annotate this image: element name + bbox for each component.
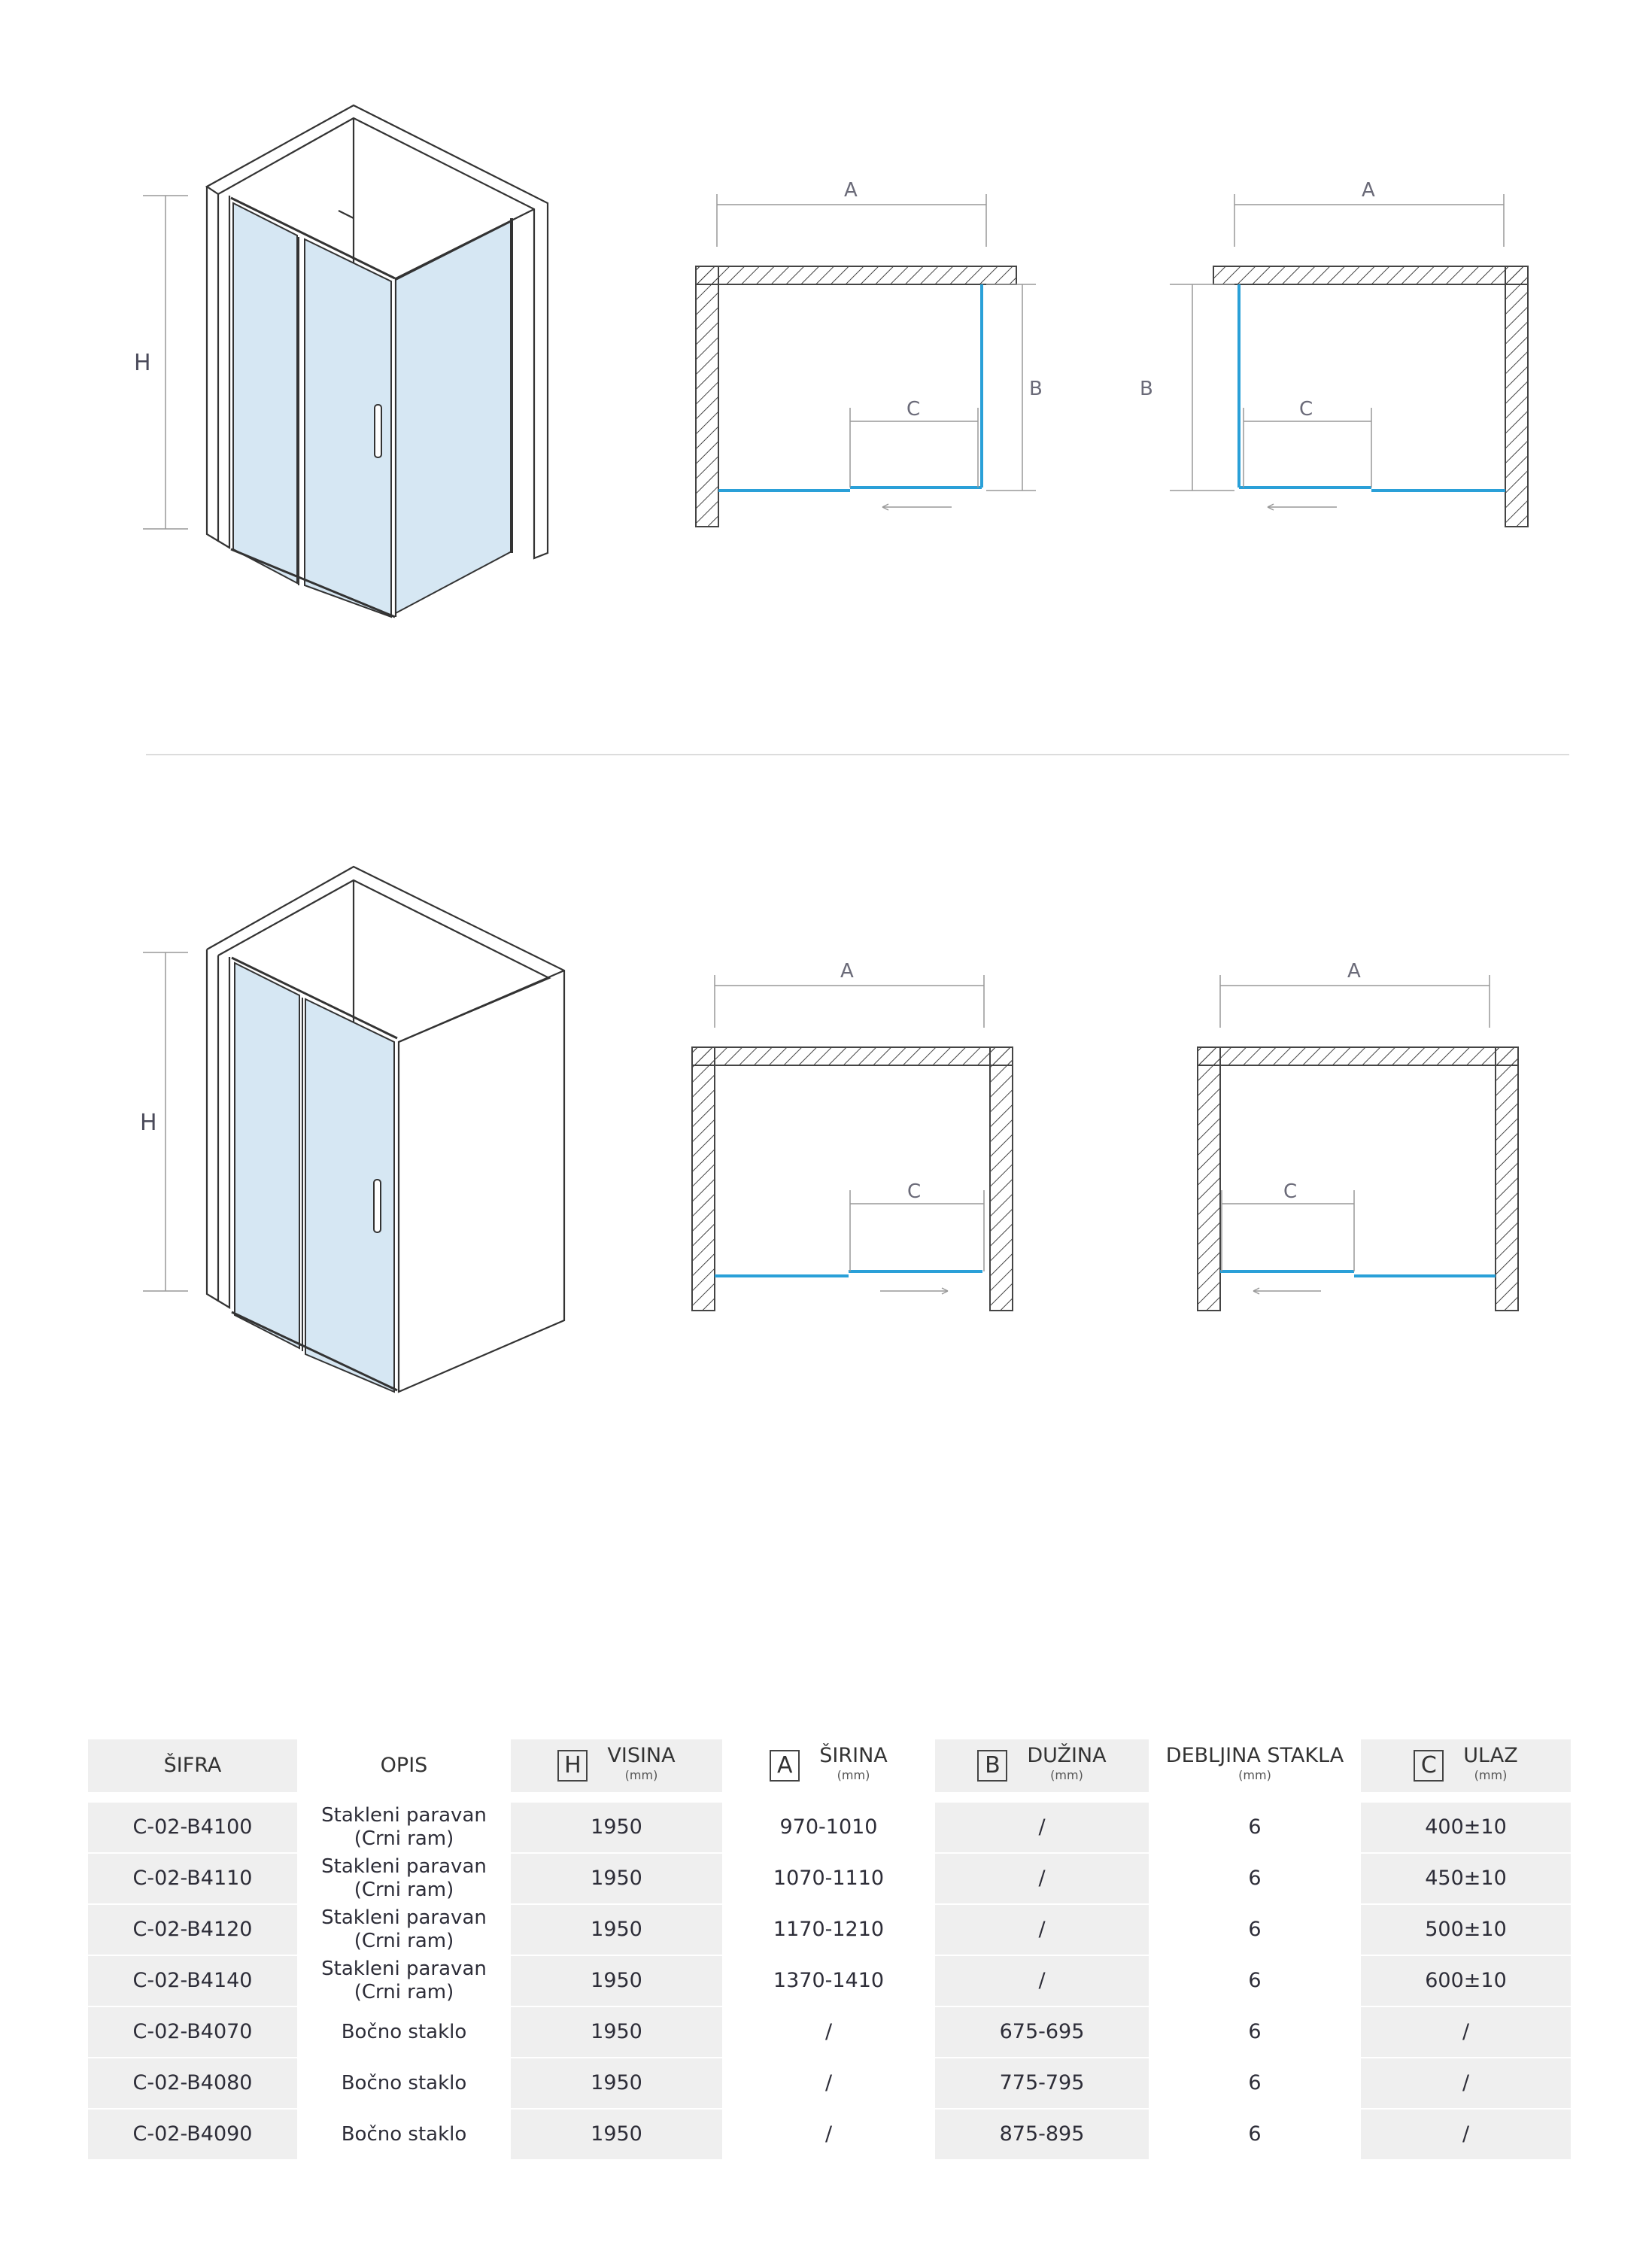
table-row [88, 1956, 1571, 2006]
cell-desc: Bočno staklo [297, 2007, 511, 2057]
cell-code: C-02-B4080 [88, 2058, 297, 2108]
cell-ulaz: 600±10 [1361, 1956, 1571, 2006]
cell-sirina: 1070-1110 [722, 1854, 935, 1903]
entrance-label-4: C [1283, 1180, 1298, 1203]
plan-view-niche-left [1189, 955, 1520, 1317]
cell-debljina: 6 [1149, 1956, 1361, 2006]
cell-sirina: / [722, 2007, 935, 2057]
header-visina: H VISINA (mm) [511, 1739, 722, 1792]
a-dimension-icon: A [770, 1750, 800, 1782]
header-duzina: B DUŽINA (mm) [935, 1739, 1149, 1792]
cell-desc: Bočno staklo [297, 2110, 511, 2159]
cell-duzina: / [935, 1803, 1149, 1852]
cell-debljina: 6 [1149, 1905, 1361, 1955]
header-ulaz: C ULAZ (mm) [1361, 1739, 1571, 1792]
cell-ulaz: 400±10 [1361, 1803, 1571, 1852]
height-label-1: H [134, 350, 151, 376]
width-label-3: A [840, 960, 854, 983]
cell-visina: 1950 [511, 1803, 722, 1852]
specification-table [88, 1739, 1571, 2161]
entrance-label-2: C [1299, 398, 1313, 421]
h-dimension-icon: H [557, 1750, 588, 1782]
plan-view-niche-right [685, 955, 1016, 1317]
cell-visina: 1950 [511, 2007, 722, 2057]
cell-duzina: / [935, 1854, 1149, 1903]
plan-view-left-corner [1140, 173, 1531, 534]
table-row [88, 1803, 1571, 1852]
cell-sirina: / [722, 2058, 935, 2108]
table-header-row [88, 1739, 1571, 1792]
depth-label-1: B [1029, 378, 1043, 400]
cell-duzina: / [935, 1905, 1149, 1955]
cell-duzina: 675-695 [935, 2007, 1149, 2057]
header-sifra: ŠIFRA [88, 1739, 297, 1792]
cell-code: C-02-B4140 [88, 1956, 297, 2006]
cell-ulaz: / [1361, 2058, 1571, 2108]
entrance-label-3: C [907, 1180, 922, 1203]
cell-desc: Stakleni paravan (Crni ram) [297, 1956, 511, 2006]
cell-code: C-02-B4100 [88, 1803, 297, 1852]
cell-visina: 1950 [511, 1905, 722, 1955]
cell-desc: Bočno staklo [297, 2058, 511, 2108]
header-debljina: DEBLJINA STAKLA (mm) [1149, 1739, 1361, 1792]
table-row [88, 1905, 1571, 1955]
width-label-4: A [1347, 960, 1361, 983]
cell-ulaz: 500±10 [1361, 1905, 1571, 1955]
table-row [88, 2007, 1571, 2057]
entrance-label-1: C [906, 398, 921, 421]
cell-visina: 1950 [511, 1956, 722, 2006]
cell-visina: 1950 [511, 1854, 722, 1903]
cell-sirina: / [722, 2110, 935, 2159]
cell-code: C-02-B4070 [88, 2007, 297, 2057]
depth-label-2: B [1140, 378, 1153, 400]
cell-sirina: 1170-1210 [722, 1905, 935, 1955]
cell-ulaz: 450±10 [1361, 1854, 1571, 1903]
cell-ulaz: / [1361, 2110, 1571, 2159]
table-row [88, 2058, 1571, 2108]
cell-debljina: 6 [1149, 1803, 1361, 1852]
cell-duzina: / [935, 1956, 1149, 2006]
table-row [88, 1854, 1571, 1903]
cell-code: C-02-B4120 [88, 1905, 297, 1955]
shower-niche-isometric [113, 858, 579, 1399]
cell-debljina: 6 [1149, 1854, 1361, 1903]
width-label-2: A [1362, 179, 1375, 202]
cell-visina: 1950 [511, 2110, 722, 2159]
height-label-2: H [140, 1110, 157, 1136]
cell-debljina: 6 [1149, 2007, 1361, 2057]
cell-debljina: 6 [1149, 2058, 1361, 2108]
plan-view-right-corner [688, 173, 1049, 534]
table-row [88, 2110, 1571, 2159]
cell-ulaz: / [1361, 2007, 1571, 2057]
cell-desc: Stakleni paravan (Crni ram) [297, 1854, 511, 1903]
cell-duzina: 775-795 [935, 2058, 1149, 2108]
shower-corner-isometric [113, 98, 579, 624]
cell-desc: Stakleni paravan (Crni ram) [297, 1803, 511, 1852]
header-opis: OPIS [297, 1739, 511, 1792]
b-dimension-icon: B [977, 1750, 1007, 1782]
cell-duzina: 875-895 [935, 2110, 1149, 2159]
cell-sirina: 970-1010 [722, 1803, 935, 1852]
section-divider [146, 754, 1569, 755]
header-sirina: A ŠIRINA (mm) [722, 1739, 935, 1792]
cell-debljina: 6 [1149, 2110, 1361, 2159]
cell-code: C-02-B4090 [88, 2110, 297, 2159]
c-dimension-icon: C [1414, 1750, 1444, 1782]
width-label-1: A [844, 179, 858, 202]
cell-visina: 1950 [511, 2058, 722, 2108]
cell-code: C-02-B4110 [88, 1854, 297, 1903]
cell-desc: Stakleni paravan (Crni ram) [297, 1905, 511, 1955]
cell-sirina: 1370-1410 [722, 1956, 935, 2006]
